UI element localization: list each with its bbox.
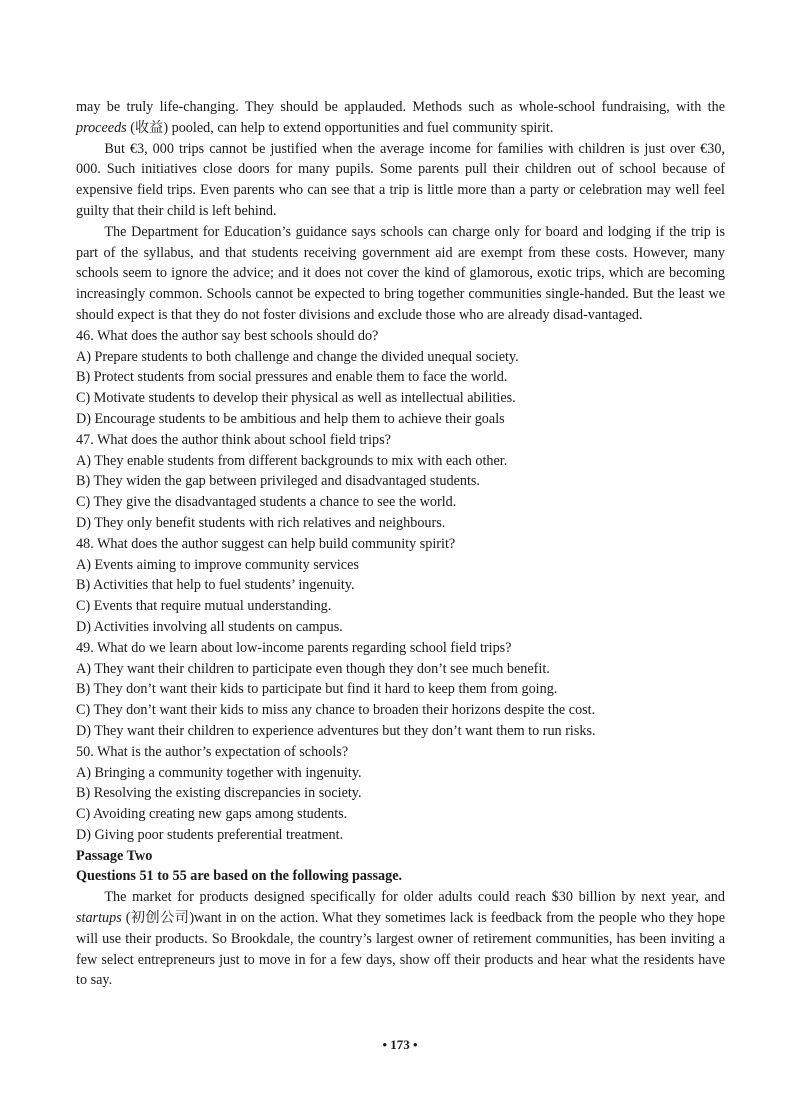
- question-46: [76, 326, 725, 430]
- answer-option: C) They don’t want their kids to miss any chance to broaden their horizons despite the cost.: [76, 702, 596, 719]
- passage-paragraph-3: The Department for Education’s guidance says schools can charge only for board and lodging if the trip is part of the syllabus, and that students receiving government aid are exempt from these costs. However, many schools seem to ignore the advice; and it does not cover the kind of glamorous, exotic trips, which are becoming increasingly common. Schools cannot be expected to bring together communities single-handed. But the least we should expect is that they do not foster divisions and exclude those who are already disad-vantaged.: [76, 223, 725, 323]
- question-stem: 48. What does the author suggest can help build community spirit?: [76, 535, 456, 552]
- passage-two-subheading: Questions 51 to 55 are based on the following passage.: [76, 868, 403, 885]
- passage-paragraph-2: But €3, 000 trips cannot be justified when the average income for families with children is just over €30, 000. Such initiatives close doors for many pupils. Some parents pull their children out of school because of expensive field trips. Even parents who can see that a trip is little more than a party or celebration may well feel guilty that their child is left behind.: [76, 140, 725, 219]
- answer-option: A) They want their children to participate even though they don’t see much benefit.: [76, 660, 550, 677]
- answer-option: B) Protect students from social pressures and enable them to face the world.: [76, 369, 508, 386]
- answer-option: B) Activities that help to fuel students’ ingenuity.: [76, 577, 355, 594]
- answer-option: D) Giving poor students preferential treatment.: [76, 826, 344, 843]
- passage-paragraph-1: may be truly life-changing. They should be applauded. Methods such as whole-school fundraising, with the proceeds (收益) pooled, can help to extend opportunities and fuel community spirit.: [76, 99, 725, 136]
- question-stem: 46. What does the author say best schools should do?: [76, 327, 379, 344]
- question-stem: 50. What is the author’s expectation of schools?: [76, 743, 349, 760]
- question-stem: 49. What do we learn about low-income parents regarding school field trips?: [76, 639, 512, 656]
- glossed-term: proceeds: [76, 119, 127, 136]
- answer-option: B) Resolving the existing discrepancies in society.: [76, 785, 362, 802]
- answer-option: A) Prepare students to both challenge and change the divided unequal society.: [76, 348, 519, 365]
- answer-option: D) They only benefit students with rich relatives and neighbours.: [76, 514, 446, 531]
- question-49: [76, 638, 725, 742]
- answer-option: B) They widen the gap between privileged and disadvantaged students.: [76, 473, 480, 490]
- answer-option: A) Events aiming to improve community services: [76, 556, 359, 573]
- page-content: [76, 97, 725, 991]
- answer-option: C) Avoiding creating new gaps among students.: [76, 806, 348, 823]
- answer-option: A) They enable students from different backgrounds to mix with each other.: [76, 452, 508, 469]
- answer-option: D) They want their children to experience adventures but they don’t want them to run risks.: [76, 722, 596, 739]
- answer-option: D) Activities involving all students on campus.: [76, 618, 343, 635]
- passage-two-heading: Passage Two: [76, 847, 153, 864]
- glossed-term: startups: [76, 910, 122, 927]
- answer-option: C) Events that require mutual understanding.: [76, 598, 332, 615]
- question-50: [76, 742, 725, 846]
- answer-option: A) Bringing a community together with ingenuity.: [76, 764, 362, 781]
- question-47: [76, 430, 725, 534]
- answer-option: D) Encourage students to be ambitious and help them to achieve their goals: [76, 410, 505, 427]
- question-48: [76, 534, 725, 638]
- page-number: • 173 •: [382, 1037, 418, 1052]
- answer-option: C) They give the disadvantaged students a chance to see the world.: [76, 494, 457, 511]
- answer-option: C) Motivate students to develop their physical as well as intellectual abilities.: [76, 390, 516, 407]
- answer-option: B) They don’t want their kids to participate but find it hard to keep them from going.: [76, 681, 558, 698]
- question-stem: 47. What does the author think about school field trips?: [76, 431, 391, 448]
- passage-two-paragraph-1: The market for products designed specifically for older adults could reach $30 billion by next year, and startups (初创公司)want in on the action. What they sometimes lack is feedback from the people who they hope will use their products. So Brookdale, the country’s largest owner of retirement communities, has been inviting a few select entrepreneurs just to move in for a few days, show off their products and hear what the residents have to say.: [76, 889, 725, 989]
